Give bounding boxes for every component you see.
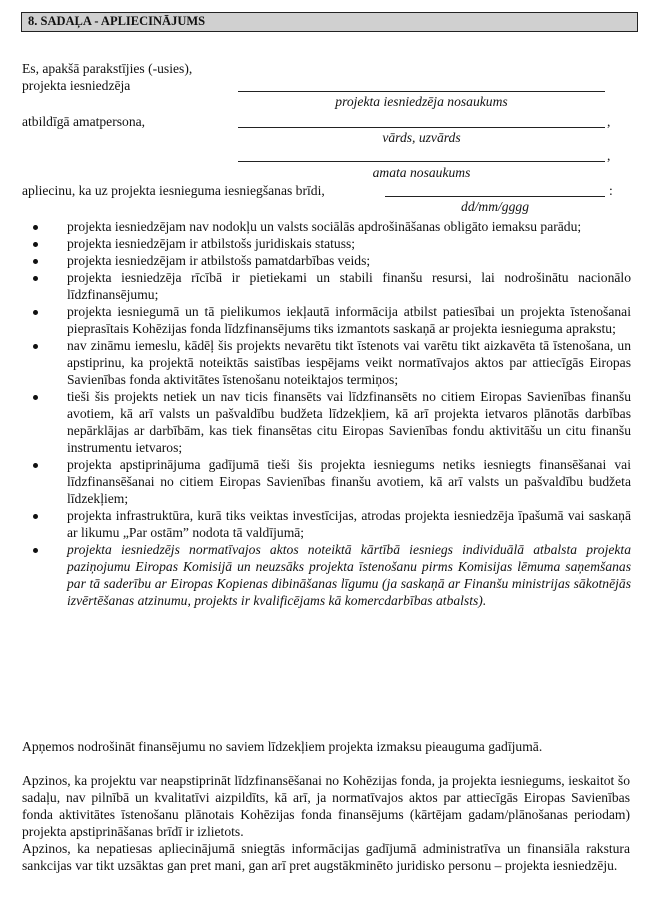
date-colon: : <box>609 183 613 198</box>
official-name-caption: vārds, uzvārds <box>382 130 461 145</box>
section-title: 8. SADAĻA - APLIECINĀJUMS <box>28 14 206 28</box>
list-item: projekta infrastruktūra, kurā tiks veiktas investīcijas, atrodas projekta iesniedzēja īpašumā vai saskaņā ar likumu „Par ostām” nodota tā valdījumā; <box>31 507 631 541</box>
applicant-name-field[interactable] <box>238 91 605 92</box>
position-field[interactable] <box>238 161 605 162</box>
list-item: projekta iesniedzējam nav nodokļu un valsts sociālās apdrošināšanas obligāto iemaksu parādu; <box>31 218 631 235</box>
paragraph-funding-commitment: Apņemos nodrošināt finansējumu no saviem līdzekļiem projekta izmaksu pieauguma gadījumā. <box>22 739 543 754</box>
paragraph-sanctions-notice: Apzinos, ka nepatiesas apliecinājumā sniegtās informācijas gadījumā administratīva un finansiāla rakstura sankcijas var tikt uzsāktas gan pret mani, gan arī pret augstākminēto juridisko personu – projekta iesniedzēju. <box>22 841 630 873</box>
date-field[interactable] <box>385 196 605 197</box>
list-item: projekta iesniedzēja rīcībā ir pietiekami un stabili finanšu resursi, lai nodrošinātu nacionālo līdzfinansējumu; <box>31 269 631 303</box>
intro-line-1: Es, apakšā parakstījies (-usies), <box>22 61 193 76</box>
paragraph-rejection-notice: Apzinos, ka projektu var neapstiprināt līdzfinansēšanai no Kohēzijas fonda, ja projekta iesniegums, ieskaitot šo sadaļu, nav pilnībā un kvalitatīvi aizpildīts, kā arī, ja normatīvajos aktos par attiecīgās Eiropas Savienības fonda aktivitātes īstenošanu plānotais Kohēzijas fonda finansējums (kārtējam gadam/plānošanas periodam) projekta apstiprināšanas brīdī ir izlietots. <box>22 773 630 839</box>
list-item: projekta iesniedzējam ir atbilstošs juridiskais statuss; <box>31 235 631 252</box>
list-item: nav zināmu iemeslu, kādēļ šis projekts nevarētu tikt īstenots vai varētu tikt aizkavēta tā īstenošana, un apstiprinu, ka projektā noteiktās saistības iespējams veikt normatīvajos aktos par attiecīgās Eiropas Savienības fonda aktivitātes īstenošanu noteiktajos termiņos; <box>31 337 631 388</box>
list-item: projekta iesniedzējam ir atbilstošs pamatdarbības veids; <box>31 252 631 269</box>
list-item: tieši šis projekts netiek un nav ticis finansēts vai līdzfinansēts no citiem Eiropas Savienības finanšu avotiem, kā arī valsts un pašvaldību budžeta līdzekļiem, kā arī projekta ietvaros plānotās darbības nepārklājas ar darbībām, kas tiek finansētas citu Eiropas Savienības fondu aktivitāšu un citu finanšu instrumentu ietvaros; <box>31 388 631 456</box>
declaration-list <box>31 218 631 609</box>
list-item: projekta iesniegumā un tā pielikumos iekļautā informācija atbilst patiesībai un projekta īstenošanai pieprasītais Kohēzijas fonda līdzfinansējums tiks izmantots saskaņā ar projekta iesnieguma aprakstu; <box>31 303 631 337</box>
list-item: projekta iesniedzējs normatīvajos aktos noteiktā kārtībā iesniegs individuālā atbalsta projekta paziņojumu Eiropas Komisijā un neuzsāks projekta īstenošanu pirms Komisijas lēmuma saņemšanas par tā saderību ar Eiropas Kopienas dibināšanas līgumu (ja saskaņā ar Finanšu ministrijas sākotnējās izvērtēšanas atzinumu, projekts ir kvalificējams kā komercdarbības atbalsts). <box>31 541 631 609</box>
official-name-field[interactable] <box>238 127 605 128</box>
position-caption: amata nosaukums <box>372 165 471 180</box>
date-label: apliecinu, ka uz projekta iesnieguma iesniegšanas brīdi, <box>22 183 325 198</box>
official-comma: , <box>607 114 611 129</box>
list-item: projekta apstiprinājuma gadījumā tieši šis projekta iesniegums netiks iesniegts finansēšanai vai līdzfinansēšanai no citiem Eiropas Savienības finanšu avotiem, kā arī valsts un pašvaldību budžeta līdzekļiem; <box>31 456 631 507</box>
official-label: atbildīgā amatpersona, <box>22 114 146 129</box>
intro-line-2: projekta iesniedzēja <box>22 78 131 93</box>
applicant-name-caption: projekta iesniedzēja nosaukums <box>335 94 508 109</box>
date-caption: dd/mm/gggg <box>461 199 529 214</box>
section-header <box>21 12 638 32</box>
position-comma: , <box>607 148 611 163</box>
